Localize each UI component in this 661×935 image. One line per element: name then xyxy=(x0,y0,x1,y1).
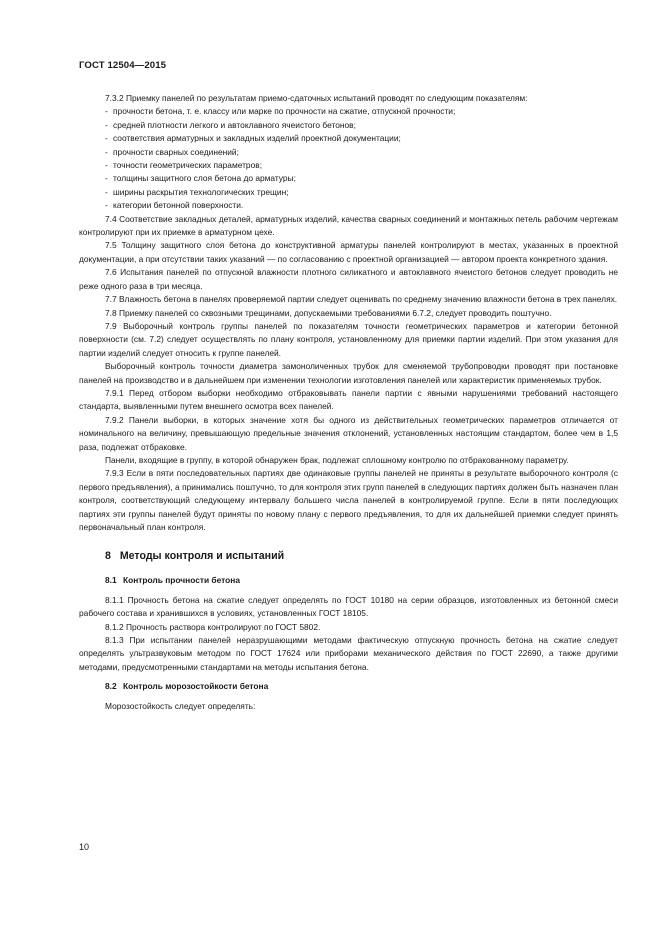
subsection-8-2-heading xyxy=(105,680,618,693)
list-item-text: соответствия арматурных и закладных изделий проектной документации; xyxy=(113,133,401,144)
page-content xyxy=(79,92,618,713)
paragraph: 7.5 Толщину защитного слоя бетона до конструктивной арматуры панелей контролируют в местах, указанных в проектной документации, а при отсутствии таких указаний — по согласованию с проектной организацией — автором проекта конкретного здания. xyxy=(79,240,618,264)
subsection-8-1-title: Контроль прочности бетона xyxy=(122,575,240,586)
subsection-8-2-number: 8.2 xyxy=(105,681,117,692)
paragraph: 7.6 Испытания панелей по отпускной влажности плотного силикатного и автоклавного ячеистого бетонов следует проводить не реже одного раза в три месяца. xyxy=(79,267,618,291)
section-7-text xyxy=(79,92,618,534)
section-8-heading xyxy=(105,548,618,564)
paragraph: 8.1.2 Прочность раствора контролируют по ГОСТ 5802. xyxy=(105,621,321,632)
list-dash: - xyxy=(105,106,108,117)
list-dash: - xyxy=(105,200,108,211)
subsection-8-1-text xyxy=(79,594,618,674)
list-item xyxy=(79,105,618,118)
list-dash: - xyxy=(105,173,108,184)
subsection-8-2-text xyxy=(79,700,618,713)
list-item-text: средней плотности легкого и автоклавного ячеистого бетонов; xyxy=(113,119,356,130)
list-dash: - xyxy=(105,133,108,144)
list-item xyxy=(79,146,618,159)
document-header: ГОСТ 12504—2015 xyxy=(79,60,167,71)
list-item xyxy=(79,186,618,199)
paragraph: 7.4 Соответствие закладных деталей, арматурных изделий, качества сварных соединений и монтажных петель рабочим чертежам контролируют при их приемке в арматурном цехе. xyxy=(79,213,618,238)
paragraph: 7.9.3 Если в пяти последовательных партиях две одинаковые группы панелей не приняты в результате выборочного контроля (с первого предъявления), а принимались поштучно, то для контроля этих групп панелей в следующих партиях должен быть назначен план контроля, соответствующий следующему интервалу большего числа панелей в контролируемой группе. Если в пяти последующих партиях эти группы панелей будут приняты по новому плану с первого предъявления, то для их дальнейшей приемки следует принять первоначальный план контроля. xyxy=(79,468,618,532)
paragraph: 7.9.2 Панели выборки, в которых значение хотя бы одного из действительных геометрических параметров отличается от номинального на величину, превышающую предельные значения отклонений, установленных настоящим стандартом, более чем в 1,5 раза, подлежат отбраковке. xyxy=(79,414,618,452)
paragraph: Панели, входящие в группу, в которой обнаружен брак, подлежат сплошному контролю по отбракованному параметру. xyxy=(105,454,569,465)
list-dash: - xyxy=(105,160,108,171)
list-dash: - xyxy=(105,186,108,197)
list-item xyxy=(79,172,618,185)
paragraph: 7.9 Выборочный контроль группы панелей по показателям точности геометрических параметров и категории бетонной поверхности (см. 7.2) следует осуществлять по плану контроля, установленному для приемки партии изделий. При этом указания для партии изделий следует относить к группе панелей. xyxy=(79,320,618,358)
paragraph: 7.7 Влажность бетона в панелях проверяемой партии следует оценивать по среднему значению влажности бетона в трех панелях. xyxy=(105,294,618,305)
subsection-8-2-title: Контроль морозостойкости бетона xyxy=(122,681,269,692)
paragraph: Морозостойкость следует определять: xyxy=(105,700,256,711)
paragraph: Выборочный контроль точности диаметра замоноличенных трубок для сменяемой трубопроводки проводят при постановке панелей на производство и в дальнейшем при изменении технологии изготовления панелей или характеристик применяемых трубок. xyxy=(79,361,618,385)
list-item-text: прочности бетона, т. е. классу или марке по прочности на сжатие, отпускной прочности; xyxy=(113,106,456,117)
paragraph: 8.1.3 При испытании панелей неразрушающими методами фактическую отпускную прочность бетона на сжатие следует определять ультразвуковым методом по ГОСТ 17624 или приборами механического действия по ГОСТ 22690, а также другими методами, предусмотренными стандартами на методы испытания бетона. xyxy=(79,635,618,672)
list-item-text: точности геометрических параметров; xyxy=(113,160,263,171)
list-item xyxy=(79,159,618,172)
list-dash: - xyxy=(105,146,108,157)
list-dash: - xyxy=(105,119,108,130)
list-item-text: ширины раскрытия технологических трещин; xyxy=(113,186,289,197)
list-item-text: прочности сварных соединений; xyxy=(113,146,239,157)
list-item xyxy=(79,132,618,145)
list-item xyxy=(79,199,618,212)
paragraph: 8.1.1 Прочность бетона на сжатие следует определять по ГОСТ 10180 на серии образцов, изготовленных из бетонной смеси рабочего состава и хранившихся в условиях, установленных ГОСТ 18105. xyxy=(79,594,618,619)
list-item-text: категории бетонной поверхности. xyxy=(113,200,244,211)
paragraph: 7.3.2 Приемку панелей по результатам приемо-сдаточных испытаний проводят по следующим показателям: xyxy=(105,93,528,103)
section-8-title: Методы контроля и испытаний xyxy=(119,550,285,563)
paragraph: 7.9.1 Перед отбором выборки необходимо отбраковывать панели партии с явными нарушениями требований настоящего стандарта, выявленными путем внешнего осмотра всех панелей. xyxy=(79,387,618,412)
page-number: 10 xyxy=(79,842,90,852)
paragraph: 7.8 Приемку панелей со сквозными трещинами, допускаемыми требованиями 6.7.2, следует проводить поштучно. xyxy=(105,307,552,318)
subsection-8-1-heading xyxy=(105,574,618,587)
list-item-text: толщины защитного слоя бетона до арматуры; xyxy=(113,173,296,184)
section-8-number: 8 xyxy=(105,550,111,563)
subsection-8-1-number: 8.1 xyxy=(105,575,117,586)
list-item xyxy=(79,119,618,132)
